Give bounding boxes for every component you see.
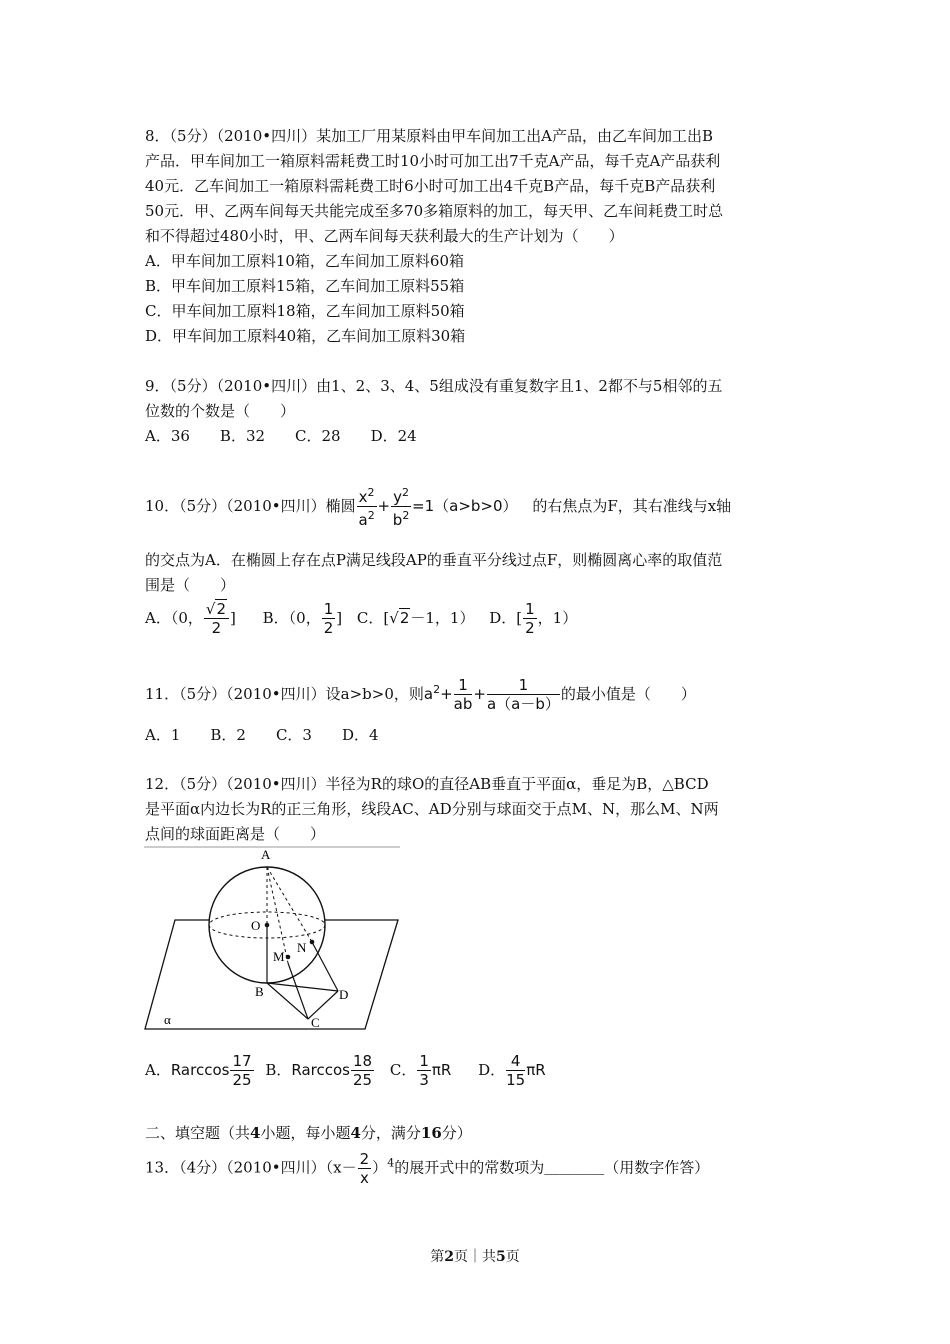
- q8-option-d: D．甲车间加工原料40箱，乙车间加工原料30箱: [145, 327, 466, 345]
- label-a: A: [261, 847, 271, 862]
- q10-line-2: 的交点为A．在椭圆上存在点P满足线段AP的垂直平分线过点F，则椭圆离心率的取值范: [145, 551, 723, 569]
- label-b: B: [255, 984, 264, 999]
- q11-expression: $a^2+$ $\frac{1}{ab}$ + $\frac{1}{a(a-b)}$: [423, 676, 560, 713]
- label-c: C: [311, 1015, 320, 1030]
- q8-line-2: 产品．甲车间加工一箱原料需耗费工时10小时可加工出7千克A产品，每千克A产品获利: [145, 152, 721, 170]
- q12-line-3: 点间的球面距离是（ ）: [145, 825, 326, 843]
- q9-options: A．36 B．32 C．28 D．24: [145, 427, 417, 445]
- point-n: [310, 940, 315, 945]
- section-heading: 二、填空题（共4小题，每小题4分，满分16分）: [145, 1124, 472, 1142]
- q8-line-3: 40元．乙车间加工一箱原料需耗费工时6小时可加工出4千克B产品，每千克B产品获利: [145, 177, 716, 195]
- point-o: [265, 923, 270, 928]
- q13-stem: 13．（4分）（2010•四川）（x－ $\frac{2}{x}$ ）$^4$的展开式中的常数项为＿＿＿＿（用数字作答）: [145, 1150, 710, 1187]
- q8-line-5: 和不得超过480小时，甲、乙两车间每天获利最大的生产计划为（ ）: [145, 227, 624, 245]
- label-o: O: [251, 918, 261, 933]
- q11-stem: [145, 676, 696, 713]
- q9-line-2: 位数的个数是（ ）: [145, 402, 296, 420]
- q10-stem-line-1: [145, 484, 731, 529]
- q10-prefix: 10．（5分）（2010•四川）椭圆: [145, 497, 356, 515]
- q10-options: [145, 600, 577, 637]
- q12-option-a: A．Rarccos $\frac{17}{25}$: [145, 1052, 252, 1089]
- q12-option-d: D． $\frac{4}{15}$ πR: [478, 1052, 546, 1089]
- label-alpha: α: [164, 1012, 171, 1027]
- q13-fraction: $\frac{2}{x}$: [359, 1150, 370, 1187]
- q10-suffix: 的右焦点为F，其右准线与x轴: [532, 497, 732, 515]
- q13-prefix: 13．（4分）（2010•四川）（x－: [145, 1158, 357, 1177]
- q8-line-1: 8．（5分）（2010•四川）某加工厂用某原料由甲车间加工出A产品，由乙车间加工出B: [145, 127, 713, 145]
- q12-option-b: B．Rarccos $\frac{18}{25}$: [265, 1052, 373, 1089]
- q11-suffix: 的最小值是（ ）: [560, 685, 696, 703]
- q10-line-3: 围是（ ）: [145, 576, 236, 594]
- page-footer: 第2页｜共5页: [430, 1249, 520, 1265]
- q8-line-4: 50元．甲、乙两车间每天共能完成至多70多箱原料的加工，每天甲、乙车间耗费工时总: [145, 202, 724, 220]
- q8-option-c: C．甲车间加工原料18箱，乙车间加工原料50箱: [145, 302, 465, 320]
- q10-option-c: C．[√2－1，1）: [356, 608, 475, 627]
- q12-option-c: C． $\frac{1}{3}$ πR: [389, 1052, 452, 1089]
- q10-option-b: B．（0， $\frac{1}{2}$ ]: [262, 600, 343, 637]
- label-d: D: [339, 987, 349, 1002]
- sphere-plane-figure: [140, 843, 402, 1038]
- label-m: M: [273, 949, 285, 964]
- q9-line-1: 9．（5分）（2010•四川）由1、2、3、4、5组成没有重复数字且1、2都不与5相邻的五: [145, 377, 723, 395]
- q10-option-a: A．（0， $\frac{√2}{2}$ ]: [145, 600, 236, 637]
- q8-option-b: B．甲车间加工原料15箱，乙车间加工原料55箱: [145, 277, 465, 295]
- q11-prefix: 11．（5分）（2010•四川）设a>b>0，则: [145, 685, 424, 703]
- q10-option-d: D．[ $\frac{1}{2}$ ，1）: [489, 600, 578, 637]
- label-n: N: [297, 940, 307, 955]
- ellipse-equation: $\frac{x^2}{a^2}$ + $\frac{y^2}{b^2}$ =1（a>b>0）: [358, 486, 518, 529]
- q12-line-2: 是平面α内边长为R的正三角形，线段AC、AD分别与球面交于点M、N，那么M、N两: [145, 800, 719, 818]
- q12-options: [145, 1052, 546, 1089]
- q13-suffix: 的展开式中的常数项为＿＿＿＿（用数字作答）: [394, 1158, 710, 1177]
- q11-options: A．1 B．2 C．3 D．4: [145, 726, 379, 744]
- q12-line-1: 12．（5分）（2010•四川）半径为R的球O的直径AB垂直于平面α，垂足为B，△BCD: [145, 775, 709, 793]
- point-m: [286, 955, 291, 960]
- q8-option-a: A．甲车间加工原料10箱，乙车间加工原料60箱: [145, 252, 465, 270]
